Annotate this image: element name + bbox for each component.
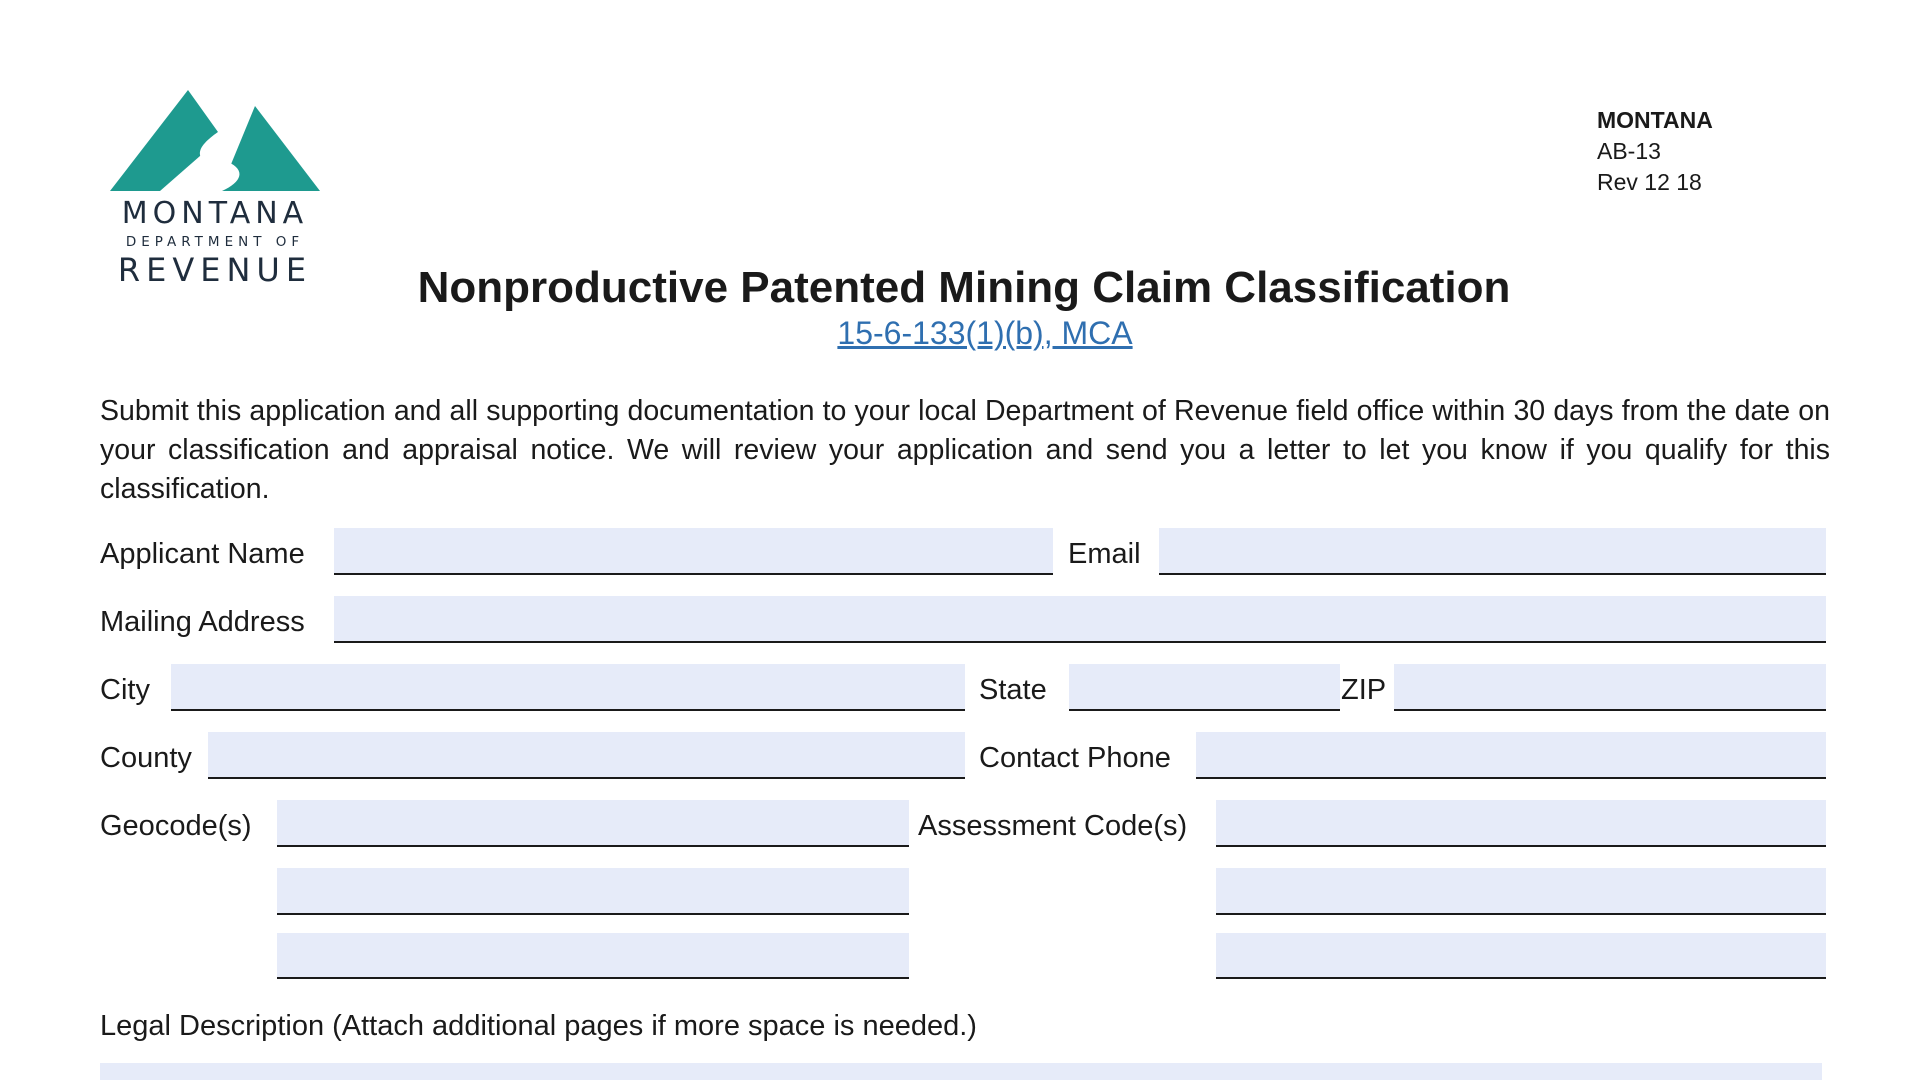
department-logo [100,86,330,289]
geocode-field-2[interactable] [277,868,909,915]
mailing-address-label: Mailing Address [100,606,305,638]
county-label: County [100,742,192,774]
contact-phone-label: Contact Phone [979,742,1171,774]
legal-description-label: Legal Description (Attach additional pages if more space is needed.) [100,1010,977,1042]
geocode-field-3[interactable] [277,933,909,979]
form-revision: Rev 12 18 [1597,169,1702,195]
logo-word-department: DEPARTMENT OF [125,234,305,250]
county-field[interactable] [208,732,965,779]
zip-field[interactable] [1394,664,1826,711]
assessment-code-field-2[interactable] [1216,868,1826,915]
logo-word-montana: MONTANA [121,196,309,231]
page-title: Nonproductive Patented Mining Claim Classification [417,263,1511,312]
city-field[interactable] [171,664,965,711]
geocodes-label: Geocode(s) [100,810,252,842]
mountain-icon [100,86,330,196]
assessment-code-field-1[interactable] [1216,800,1826,847]
state-label: State [979,674,1047,706]
statute-link[interactable]: 15-6-133(1)(b), MCA [837,315,1133,351]
logo-word-revenue: REVENUE [117,251,313,289]
applicant-name-field[interactable] [334,528,1053,575]
legal-description-field[interactable] [100,1063,1822,1080]
city-label: City [100,674,150,706]
zip-label: ZIP [1341,674,1387,706]
contact-phone-field[interactable] [1196,732,1826,779]
form-state: MONTANA [1597,107,1713,133]
applicant-name-label: Applicant Name [100,538,305,570]
assessment-code-field-3[interactable] [1216,933,1826,979]
geocode-field-1[interactable] [277,800,909,847]
email-field[interactable] [1159,528,1826,575]
assessment-codes-label: Assessment Code(s) [918,810,1188,842]
form-code: AB-13 [1597,138,1661,164]
form-identifier [1597,105,1713,198]
intro-paragraph: Submit this application and all supporting documentation to your local Department of Revenue field office within 30 days from the date on your classification and appraisal notice. We will review your application and send you a letter to let you know if you qualify for this classification. [100,395,1830,505]
state-field[interactable] [1069,664,1340,711]
mailing-address-field[interactable] [334,596,1826,643]
email-label: Email [1068,538,1141,570]
